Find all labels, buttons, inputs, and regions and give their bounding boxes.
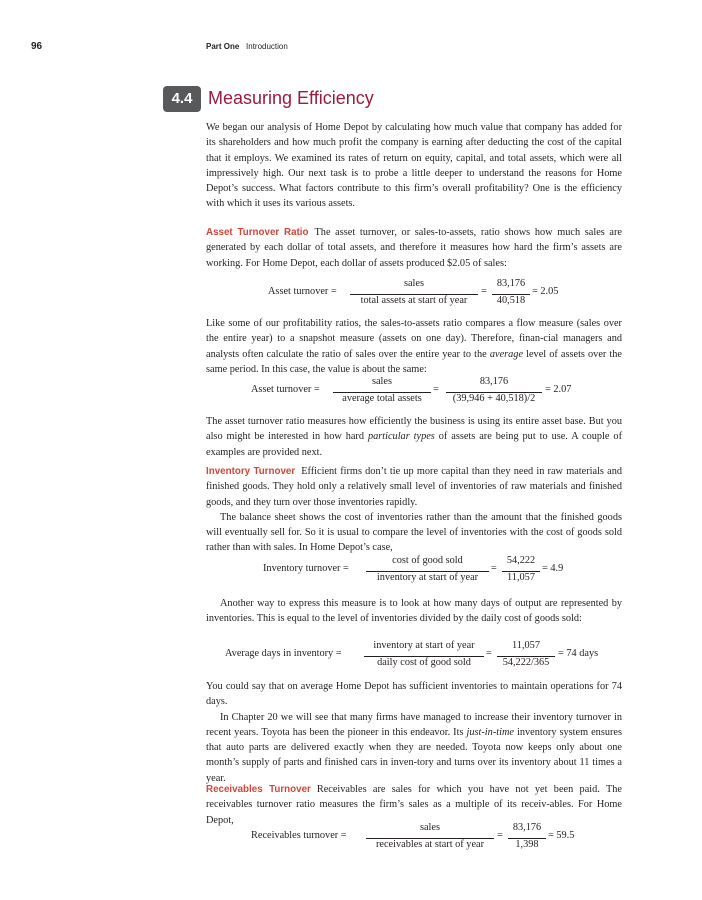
eq5-equals: = bbox=[497, 830, 503, 841]
eq5-numerator-1: sales bbox=[419, 822, 440, 833]
asset-turnover-heading: Asset Turnover Ratio bbox=[206, 227, 309, 238]
eq4-fraction-1 bbox=[364, 640, 484, 674]
inventory-turnover-heading: Inventory Turnover bbox=[206, 466, 296, 477]
eq4-denominator-2: 54,222/365 bbox=[502, 657, 550, 668]
days-inventory-text: Another way to express this measure is to look at how many days of output are represented by inventories. This is equal to the level of inventories divided by the daily cost of goods sold: bbox=[206, 598, 622, 625]
eq5-result: = 59.5 bbox=[548, 830, 575, 841]
eq5-denominator-1: receivables at start of year bbox=[375, 839, 485, 850]
toyota-text-b: inventory system ensures that auto parts are delivered exactly when they are needed. Toyota now keeps only about one month’s supply of parts and finished cars in inven-tory and turns over its inventory about 11 times a year. bbox=[206, 726, 622, 784]
equation-receivables-turnover bbox=[0, 822, 702, 856]
eq2-denominator-1: average total assets bbox=[342, 393, 422, 404]
inventory-turnover-paragraph bbox=[206, 464, 622, 556]
page-header bbox=[0, 41, 702, 55]
eq5-lhs: Receivables turnover = bbox=[251, 830, 347, 841]
intro-text: We began our analysis of Home Depot by calculating how much value that company has added for its shareholders and how much profit the company is earning after deducting the cost of the capital that it employs. We examined its rates of return on equity, capital, and total assets, which were all impressively high. Our next task is to probe a little deeper to understand the reasons for Home Depot’s success. What factors contribute to this firm’s overall profitability? One is the efficiency with which it uses its various assets. bbox=[206, 122, 622, 210]
eq2-fraction-1 bbox=[333, 376, 431, 410]
running-head-part: Part One bbox=[206, 42, 240, 51]
running-head-chapter: Introduction bbox=[246, 42, 288, 51]
inventory-turnover-text: Efficient firms don’t tie up more capital than they need in raw materials and finished goods. They hold only a relatively small level of inventories of raw materials and finished goods, and they turn over those inventories rapidly. bbox=[206, 466, 622, 508]
days-inventory-paragraph bbox=[206, 596, 622, 627]
asset-base-emphasis: particular types bbox=[367, 431, 435, 443]
eq2-denominator-2: (39,946 + 40,518)/2 bbox=[452, 393, 536, 404]
asset-base-text-b: of assets are being put to use. A couple of examples are provided next. bbox=[206, 431, 622, 458]
eq2-fraction-2 bbox=[446, 376, 542, 410]
receivables-turnover-heading: Receivables Turnover bbox=[206, 784, 311, 795]
eq2-numerator-2: 83,176 bbox=[479, 376, 509, 387]
eq1-equals: = bbox=[481, 286, 487, 297]
eq1-numerator-2: 83,176 bbox=[496, 278, 526, 289]
flow-snapshot-text-b: level of assets over the same period. In this case, the value is about the same: bbox=[206, 348, 623, 375]
eq3-denominator-2: 11,057 bbox=[507, 572, 535, 583]
eq3-lhs: Inventory turnover = bbox=[263, 563, 349, 574]
eq4-numerator-1: inventory at start of year bbox=[373, 640, 475, 651]
eq4-denominator-1: daily cost of good sold bbox=[377, 657, 471, 668]
eq1-fraction-2 bbox=[492, 278, 530, 312]
intro-paragraph bbox=[206, 120, 622, 212]
eq2-result: = 2.07 bbox=[545, 384, 572, 395]
eq1-fraction-1 bbox=[350, 278, 478, 312]
eq5-fraction-2 bbox=[508, 822, 546, 856]
eq2-lhs: Asset turnover = bbox=[251, 384, 320, 395]
section-title: Measuring Efficiency bbox=[208, 88, 374, 108]
receivables-turnover-text: Receivables are sales for which you have not yet been paid. The receivables turnover ratio measures the firm’s sales as a multiple of its receiv-ables. For Home Depot, bbox=[206, 784, 622, 826]
eq3-numerator-2: 54,222 bbox=[506, 555, 536, 566]
eq5-numerator-2: 83,176 bbox=[512, 822, 542, 833]
asset-base-paragraph bbox=[206, 414, 622, 460]
eq1-denominator-2: 40,518 bbox=[496, 295, 526, 306]
eq3-fraction-1 bbox=[366, 555, 489, 589]
eq3-fraction-2 bbox=[502, 555, 540, 589]
inventory-balance-sheet-text: The balance sheet shows the cost of inventories rather than the amount that the finished goods will eventually sell for. So it is usual to compare the level of inventories with the cost of goods sold rather than with sales. In Home Depot’s case, bbox=[206, 511, 622, 554]
operations-paragraph bbox=[206, 679, 622, 786]
eq2-numerator-1: sales bbox=[371, 376, 392, 387]
equation-inventory-turnover bbox=[0, 555, 702, 589]
flow-snapshot-emphasis: average bbox=[489, 348, 524, 360]
toyota-text-a: In Chapter 20 we will see that many firms have managed to increase their inventory turnover in recent years. Toyota has been the pioneer in this endeavor. Its bbox=[206, 711, 622, 738]
flow-snapshot-paragraph bbox=[206, 316, 622, 377]
eq3-result: = 4.9 bbox=[542, 563, 564, 574]
eq4-numerator-2: 11,057 bbox=[512, 640, 540, 651]
asset-base-text-a: The asset turnover ratio measures how efficiently the business is using its entire asset base. But you also might be interested in how hard bbox=[206, 416, 622, 443]
equation-asset-turnover bbox=[0, 278, 702, 312]
eq1-result: = 2.05 bbox=[532, 286, 559, 297]
receivables-turnover-paragraph bbox=[206, 782, 622, 828]
eq5-denominator-2: 1,398 bbox=[515, 839, 539, 850]
toyota-emphasis: just-in-time bbox=[466, 726, 514, 738]
equation-average-asset-turnover bbox=[0, 376, 702, 410]
eq1-denominator-1: total assets at start of year bbox=[360, 295, 468, 306]
asset-turnover-paragraph bbox=[206, 225, 622, 271]
running-head bbox=[206, 42, 288, 51]
eq5-fraction-1 bbox=[366, 822, 494, 856]
operations-text: You could say that on average Home Depot has sufficient inventories to maintain operations for 74 days. bbox=[206, 681, 622, 708]
eq2-equals: = bbox=[433, 384, 439, 395]
page-number: 96 bbox=[31, 41, 43, 52]
asset-turnover-text: The asset turnover, or sales-to-assets, ratio shows how much sales are generated by each dollar of total assets, and therefore it measures how hard the firm’s assets are working. For Home Depot, each dollar of assets produced $2.05 of sales: bbox=[206, 227, 622, 269]
eq1-numerator-1: sales bbox=[403, 278, 424, 289]
eq3-numerator-1: cost of good sold bbox=[392, 555, 463, 566]
eq3-denominator-1: inventory at start of year bbox=[376, 572, 479, 583]
eq4-lhs: Average days in inventory = bbox=[225, 648, 342, 659]
equation-days-in-inventory bbox=[0, 640, 702, 674]
eq3-equals: = bbox=[491, 563, 497, 574]
eq4-equals: = bbox=[486, 648, 492, 659]
section-number-badge: 4.4 bbox=[163, 86, 201, 112]
flow-snapshot-text-a: Like some of our profitability ratios, the sales-to-assets ratio compares a flow measure (sales over the entire year) to a snapshot measure (assets on one day). Therefore, finan-cial managers and analysts often calculate the ratio of sales over the entire year to the bbox=[206, 318, 622, 360]
eq4-result: = 74 days bbox=[558, 648, 599, 659]
eq4-fraction-2 bbox=[497, 640, 555, 674]
eq1-lhs: Asset turnover = bbox=[268, 286, 337, 297]
